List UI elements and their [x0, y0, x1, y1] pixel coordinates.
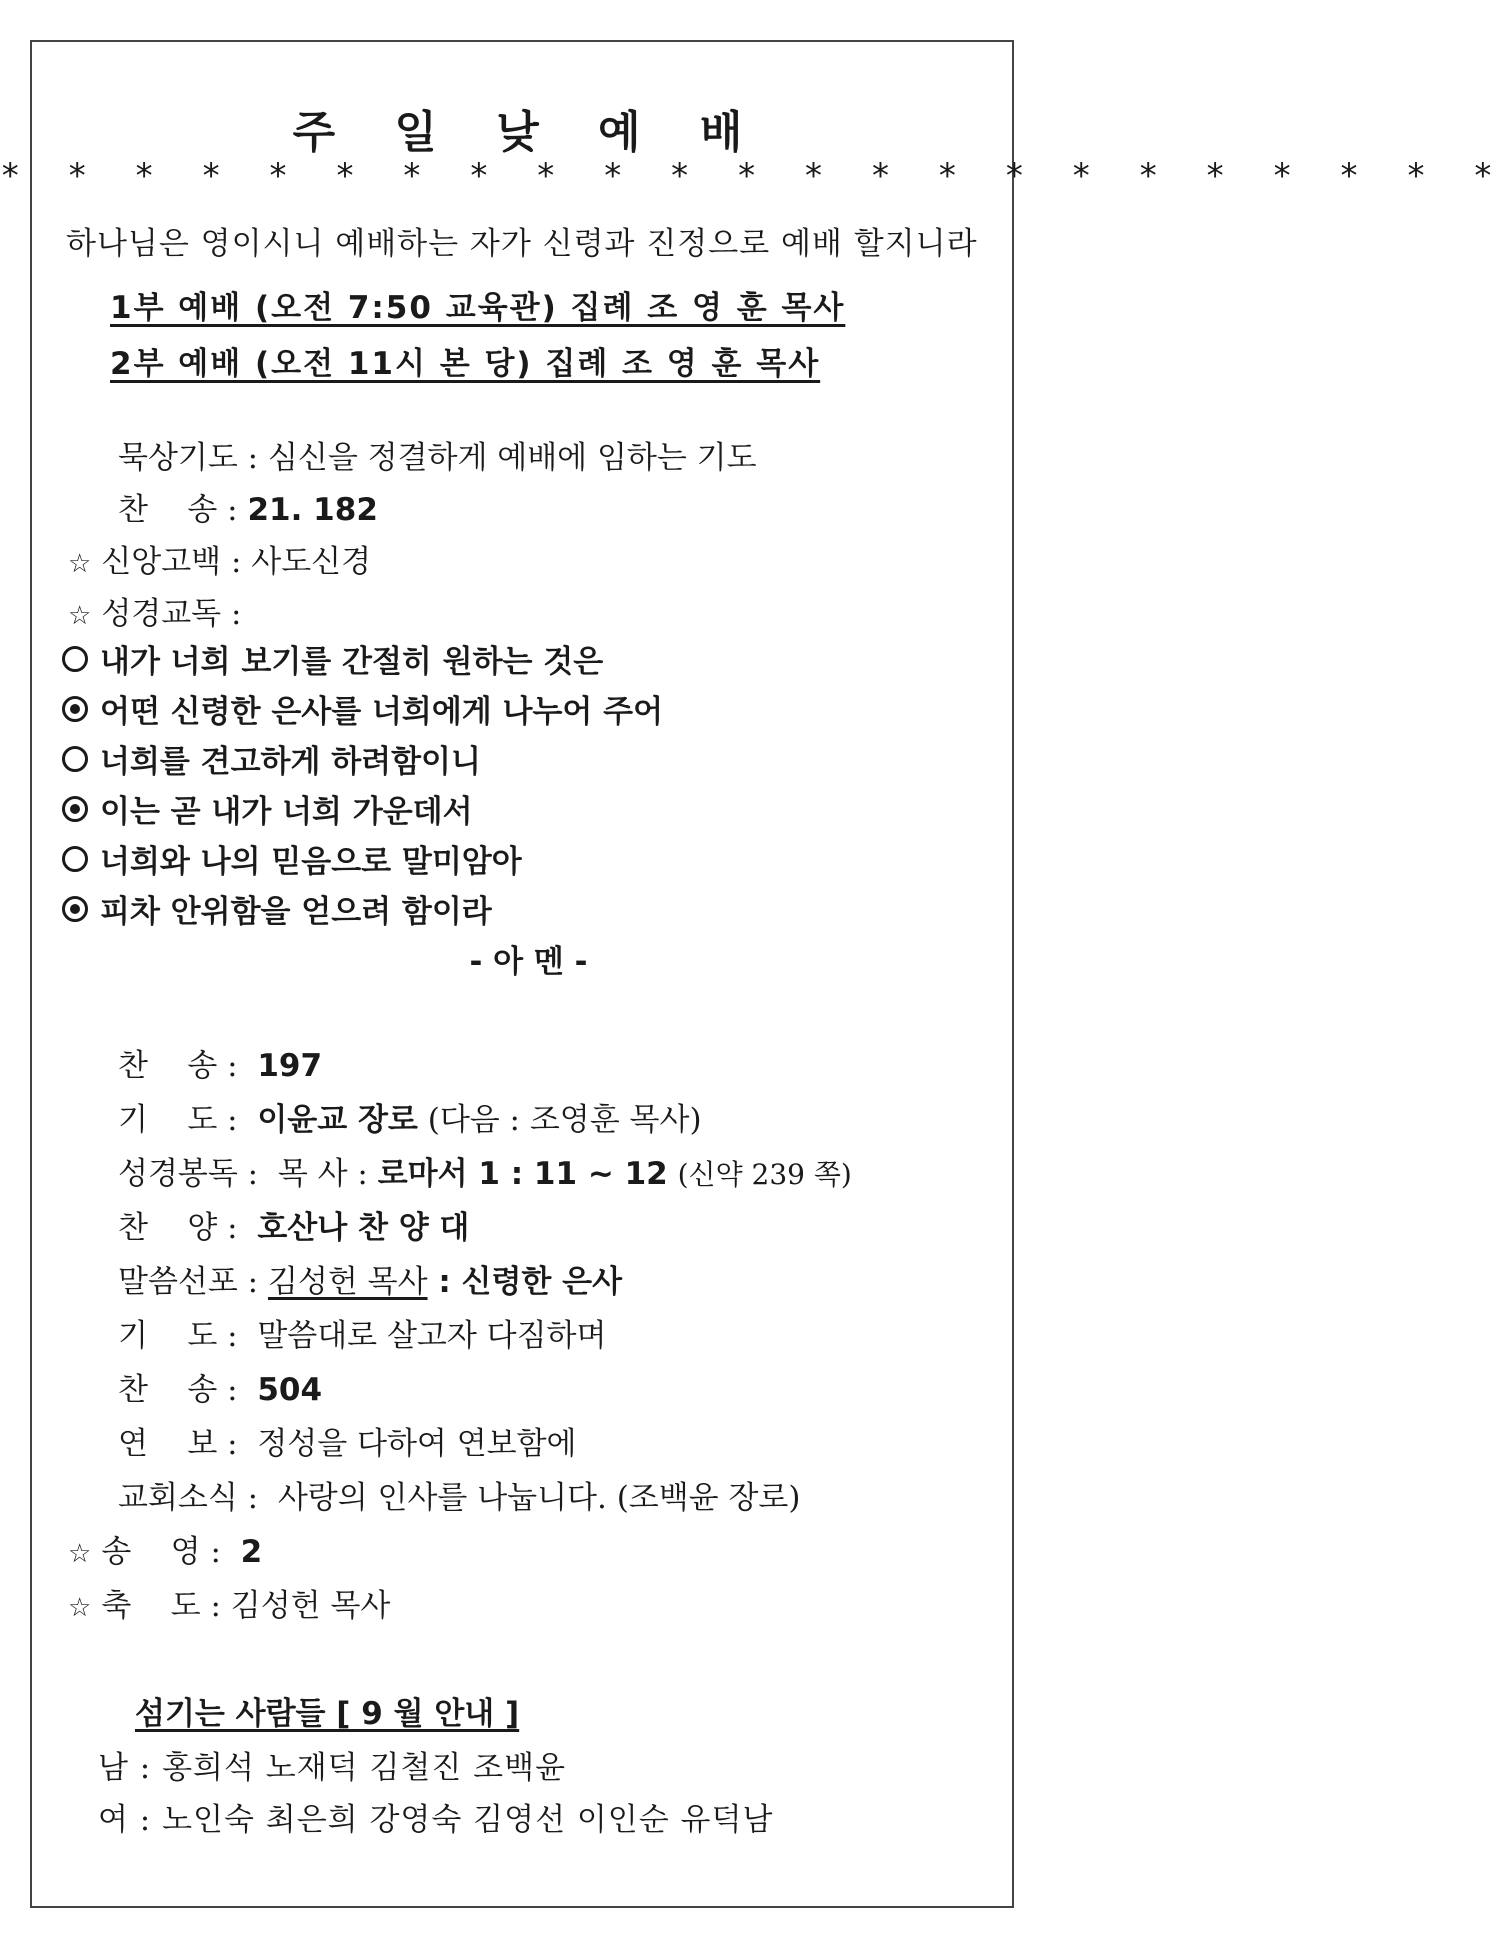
order-label: 신앙고백 — [101, 544, 222, 580]
order-prayer-closing: 기 도 : 말씀대로 살고자 다짐하며 — [118, 1318, 607, 1354]
star-divider: * * * * * * * * * * * * * * * * * * * * * * * — [0, 156, 1506, 196]
order-benediction: ☆ 축 도 : 김성헌 목사 — [68, 1588, 391, 1624]
order-hymn-504: 찬 송 : 504 — [118, 1372, 323, 1408]
order-value: 사도신경 — [251, 544, 372, 580]
open-circle-icon — [62, 646, 88, 672]
filled-circle-icon — [62, 696, 88, 722]
order-label: 찬 송 — [118, 492, 218, 528]
reading-line: 어떤 신령한 은사를 너희에게 나누어 주어 — [62, 686, 663, 731]
service-first: 1부 예배 (오전 7:50 교육관) 집례 조 영 훈 목사 — [110, 290, 846, 326]
reading-line: 피차 안위함을 얻으려 함이라 — [62, 886, 492, 931]
order-offering: 연 보 : 정성을 다하여 연보함에 — [118, 1426, 577, 1462]
servers-men: 남 : 홍희석 노재덕 김철진 조백윤 — [98, 1750, 567, 1786]
order-hymn-197: 찬 송 : 197 — [118, 1048, 323, 1084]
order-doxology: ☆ 송 영 : 2 — [68, 1534, 263, 1570]
order-label: 성경교독 — [101, 596, 222, 632]
service-second: 2부 예배 (오전 11시 본 당) 집례 조 영 훈 목사 — [110, 346, 821, 382]
order-news: 교회소식 : 사랑의 인사를 나눕니다. (조백윤 장로) — [118, 1480, 801, 1516]
servers-heading: 섬기는 사람들 [ 9 월 안내 ] — [135, 1696, 520, 1732]
reading-line: 너희와 나의 믿음으로 말미암아 — [62, 836, 522, 881]
filled-circle-icon — [62, 796, 88, 822]
page-title: 주 일 낮 예 배 — [292, 107, 765, 158]
order-value: 21. 182 — [247, 492, 378, 528]
order-value: 심신을 정결하게 예배에 임하는 기도 — [267, 440, 757, 476]
servers-women: 여 : 노인숙 최은희 강영숙 김영선 이인순 유덕남 — [98, 1802, 774, 1838]
star-icon: ☆ — [68, 1593, 92, 1623]
order-prayer: 기 도 : 이윤교 장로 (다음 : 조영훈 목사) — [118, 1102, 702, 1138]
open-circle-icon — [62, 746, 88, 772]
verse-text: 하나님은 영이시니 예배하는 자가 신령과 진정으로 예배 할지니라 — [66, 226, 978, 262]
reading-line: 이는 곧 내가 너희 가운데서 — [62, 786, 473, 831]
open-circle-icon — [62, 846, 88, 872]
star-icon: ☆ — [68, 601, 92, 631]
order-hymn-opening: 찬 송 : 21. 182 — [118, 484, 378, 529]
star-icon: ☆ — [68, 1539, 92, 1569]
filled-circle-icon — [62, 896, 88, 922]
amen-text: - 아 멘 - — [469, 944, 588, 980]
order-scripture: 성경봉독 : 목 사 : 로마서 1 : 11 ~ 12 (신약 239 쪽) — [118, 1156, 852, 1192]
order-sermon: 말씀선포 : 김성헌 목사 : 신령한 은사 — [118, 1264, 623, 1300]
reading-line: 내가 너희 보기를 간절히 원하는 것은 — [62, 636, 603, 681]
order-responsive-reading: ☆ 성경교독 : — [68, 588, 241, 633]
order-choir: 찬 양 : 호산나 찬 양 대 — [118, 1210, 470, 1246]
order-label: 묵상기도 — [118, 440, 238, 476]
order-meditation: 묵상기도 : 심신을 정결하게 예배에 임하는 기도 — [118, 432, 757, 477]
reading-line: 너희를 견고하게 하려함이니 — [62, 736, 481, 781]
star-icon: ☆ — [68, 549, 92, 579]
order-creed: ☆ 신앙고백 : 사도신경 — [68, 536, 371, 581]
